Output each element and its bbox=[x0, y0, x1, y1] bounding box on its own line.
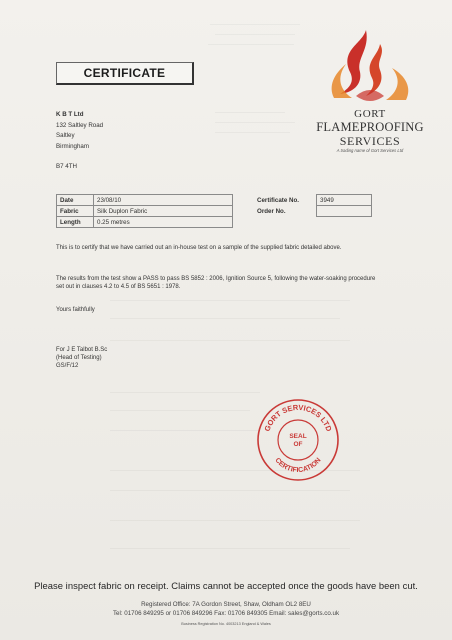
gort-logo bbox=[300, 24, 440, 153]
logo-line-1: GORT bbox=[354, 108, 386, 120]
contact-details: Tel: 01706 849295 or 01706 849296 Fax: 01706 849305 Email: sales@gorts.co.uk bbox=[112, 610, 340, 617]
logo-tagline: A trading name of Gort Services Ltd bbox=[336, 148, 404, 153]
seal-center-line-1: SEAL bbox=[289, 433, 307, 440]
svg-text:GORT SERVICES LTD bbox=[262, 403, 333, 433]
certificate-title: CERTIFICATE bbox=[56, 62, 194, 85]
length-label: Length bbox=[57, 217, 94, 228]
recipient-address bbox=[56, 110, 103, 173]
signatory-name: For J E Talbot B.Sc bbox=[56, 347, 108, 353]
cert-no-label: Certificate No. bbox=[254, 195, 317, 206]
closing-text: Yours faithfully bbox=[56, 307, 95, 313]
company-name: K B T Ltd bbox=[56, 111, 84, 118]
fabric-value: Silk Duplon Fabric bbox=[94, 206, 233, 217]
length-value: 0.25 metres bbox=[94, 217, 233, 228]
address-city: Birmingham bbox=[56, 142, 90, 150]
certificate-number-table bbox=[254, 194, 372, 217]
registered-office: Registered Office: 7A Gordon Street, Shaw, Oldham OL2 8EU bbox=[141, 601, 311, 608]
seal-top-text: GORT SERVICES LTD bbox=[262, 402, 334, 433]
order-no-value bbox=[317, 206, 372, 217]
results-paragraph: The results from the test show a PASS to pass BS 5852 : 2006, Ignition Source 5, following the water-soaking procedure set out in clauses 4.2 to 4.5 of BS 5651 : 1978. bbox=[56, 276, 376, 291]
address-street: 132 Saltley Road bbox=[56, 121, 104, 129]
table-row bbox=[57, 206, 233, 217]
table-row bbox=[254, 195, 372, 206]
order-no-label: Order No. bbox=[254, 206, 317, 217]
logo-line-2: FLAMEPROOFING bbox=[316, 120, 424, 134]
fabric-details-table bbox=[56, 194, 233, 228]
signatory-role: (Head of Testing) bbox=[56, 355, 102, 361]
address-area: Saltley bbox=[56, 132, 75, 139]
address-postcode: B7 4TH bbox=[56, 163, 77, 170]
table-row bbox=[254, 206, 372, 217]
table-row bbox=[57, 217, 233, 228]
seal-bottom-text: CERTIFICATION bbox=[273, 456, 323, 475]
date-value: 23/08/10 bbox=[94, 195, 233, 206]
fabric-label: Fabric bbox=[57, 206, 94, 217]
business-registration: Business Registration No. 4003213 England & Wales bbox=[181, 622, 271, 626]
inspection-notice: Please inspect fabric on receipt. Claims cannot be accepted once the goods have been cut. bbox=[34, 580, 418, 591]
flame-icon bbox=[326, 24, 414, 108]
cert-no-value: 3949 bbox=[317, 195, 372, 206]
logo-line-3: SERVICES bbox=[339, 134, 401, 148]
reference-code: GS/F/12 bbox=[56, 363, 79, 369]
table-row bbox=[57, 195, 233, 206]
seal-stamp bbox=[256, 398, 340, 482]
seal-center-line-2: OF bbox=[293, 441, 303, 448]
date-label: Date bbox=[57, 195, 94, 206]
certification-paragraph: This is to certify that we have carried out an in-house test on a sample of the supplied fabric detailed above. bbox=[56, 245, 342, 251]
seal-icon bbox=[256, 398, 340, 482]
